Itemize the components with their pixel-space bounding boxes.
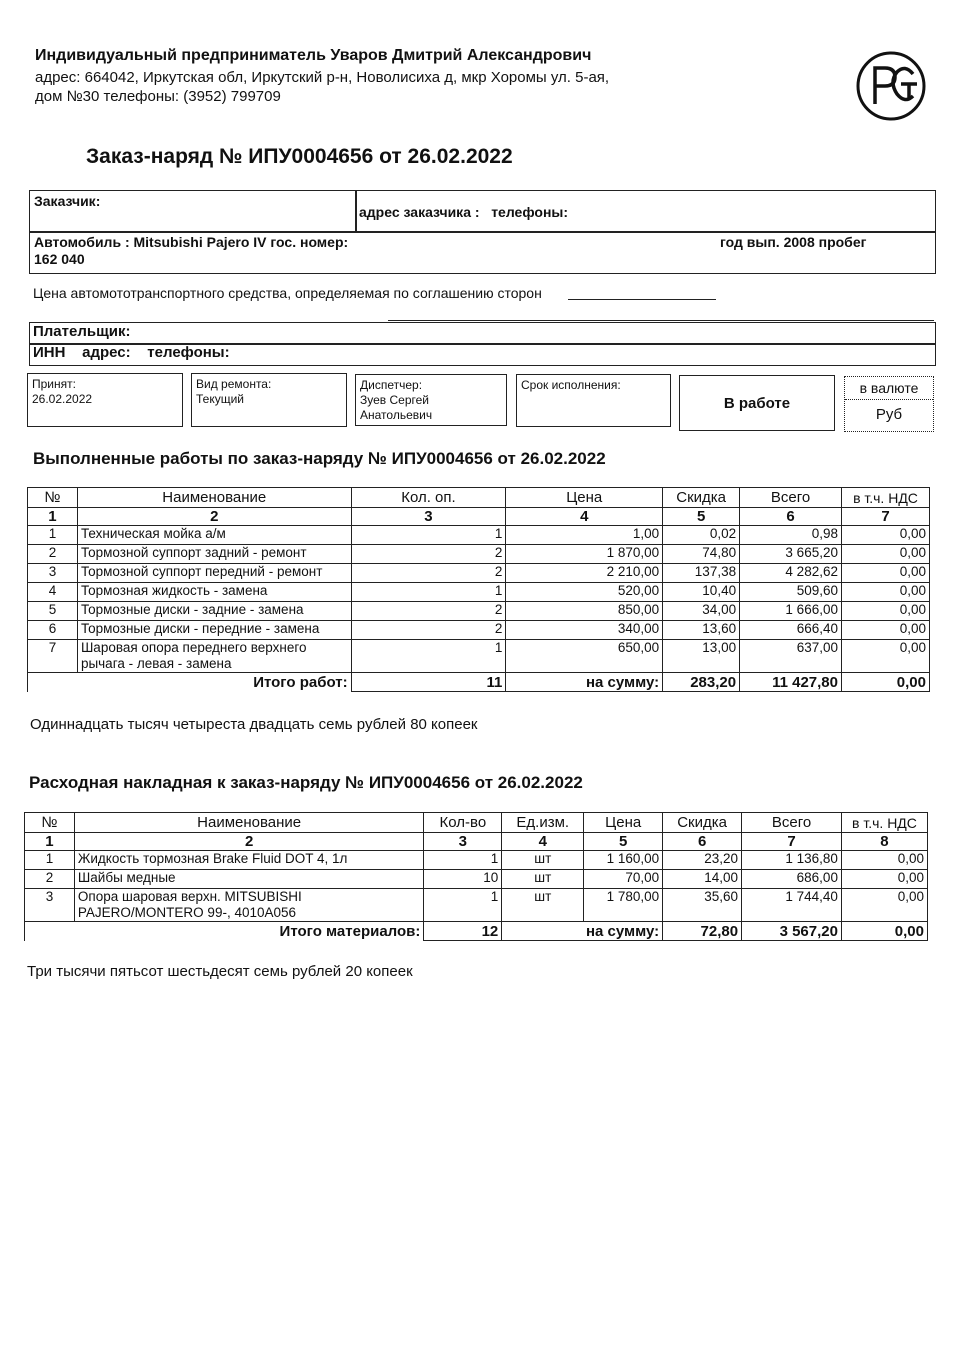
works-row-number: 5 — [28, 602, 78, 621]
works-header-row — [28, 488, 930, 508]
works-table-row — [28, 583, 930, 602]
works-row-discount: 13,60 — [663, 621, 740, 640]
works-colnum: 4 — [506, 508, 663, 526]
works-row-name-line-1: Шаровая опора переднего верхнего — [80, 640, 307, 655]
address-line-1: адрес: 664042, Иркутская обл, Иркутский р-н, Новолисиха д, мкр Хоромы ул. 5-ая, — [35, 69, 610, 86]
dispatcher-name-1: Зуев Сергей — [360, 393, 429, 407]
works-row-name — [77, 602, 351, 621]
works-row-number: 7 — [28, 640, 78, 673]
materials-total-label: Итого материалов: — [25, 922, 424, 941]
works-table-row — [28, 640, 930, 673]
payer-label: Плательщик: — [33, 323, 131, 340]
materials-row-vat: 0,00 — [841, 851, 927, 870]
car-info: Автомобиль : Mitsubishi Pajero IV гос. номер: — [34, 234, 349, 250]
works-row-name-line-1: Тормозные диски - передние - замена — [80, 621, 320, 636]
works-row-name-line-2: рычага - левая - замена — [80, 656, 232, 671]
materials-total-qty: 12 — [424, 922, 502, 941]
materials-table — [24, 812, 928, 941]
materials-colnum: 2 — [74, 833, 423, 851]
works-total-discount: 283,20 — [663, 673, 740, 692]
works-row-qty: 2 — [351, 621, 506, 640]
works-colnum: 6 — [740, 508, 842, 526]
works-total-sum: 11 427,80 — [740, 673, 842, 692]
works-row-name — [77, 564, 351, 583]
works-row-qty: 2 — [351, 602, 506, 621]
works-table-row — [28, 564, 930, 583]
currency-box — [844, 376, 934, 432]
works-row-total: 666,40 — [740, 621, 842, 640]
works-row-name-line-1: Тормозные диски - задние - замена — [80, 602, 304, 617]
works-row-discount: 137,38 — [663, 564, 740, 583]
materials-col-price: Цена — [584, 813, 663, 833]
payer-block — [29, 322, 936, 366]
customer-address-divider — [355, 191, 357, 231]
works-row-qty: 2 — [351, 545, 506, 564]
materials-title: Расходная накладная к заказ-наряду № ИПУ0004656 от 26.02.2022 — [29, 773, 583, 792]
works-row-discount: 0,02 — [663, 526, 740, 545]
works-row-price: 850,00 — [506, 602, 663, 621]
works-row-number: 3 — [28, 564, 78, 583]
materials-row-qty: 1 — [424, 851, 502, 870]
works-row-total: 4 282,62 — [740, 564, 842, 583]
currency-label: в валюте — [859, 380, 919, 396]
repair-type-box — [191, 373, 347, 427]
works-row-price: 340,00 — [506, 621, 663, 640]
materials-row-discount: 35,60 — [663, 889, 742, 922]
dispatcher-label: Диспетчер: — [360, 378, 423, 392]
car-year-mileage: год вып. 2008 пробег — [720, 234, 867, 250]
materials-row-number: 2 — [25, 870, 75, 889]
works-row-total: 509,60 — [740, 583, 842, 602]
works-table-row — [28, 526, 930, 545]
materials-row-name-line-1: Жидкость тормозная Brake Fluid DOT 4, 1л — [77, 851, 348, 866]
materials-row-discount: 14,00 — [663, 870, 742, 889]
works-col-qty: Кол. оп. — [351, 488, 506, 508]
materials-row-price: 70,00 — [584, 870, 663, 889]
materials-colnum: 4 — [502, 833, 584, 851]
car-mileage-value: 162 040 — [34, 251, 85, 267]
works-row-name-line-1: Техническая мойка а/м — [80, 526, 226, 541]
works-col-number: № — [28, 488, 78, 508]
works-row-number: 6 — [28, 621, 78, 640]
works-row-discount: 10,40 — [663, 583, 740, 602]
works-row-vat: 0,00 — [841, 583, 929, 602]
materials-total-discount: 72,80 — [663, 922, 742, 941]
materials-total-row — [25, 922, 928, 941]
works-row-number: 4 — [28, 583, 78, 602]
materials-row-price: 1 780,00 — [584, 889, 663, 922]
materials-row-total: 1 136,80 — [742, 851, 842, 870]
document-title: Заказ-наряд № ИПУ0004656 от 26.02.2022 — [86, 145, 513, 168]
works-row-vat: 0,00 — [841, 640, 929, 673]
works-colnum: 3 — [351, 508, 506, 526]
works-col-price: Цена — [506, 488, 663, 508]
materials-col-name: Наименование — [74, 813, 423, 833]
works-row-qty: 2 — [351, 564, 506, 583]
works-total-vat: 0,00 — [841, 673, 929, 692]
works-row-total: 0,98 — [740, 526, 842, 545]
materials-col-unit: Ед.изм. — [502, 813, 584, 833]
customer-row-divider — [30, 231, 935, 233]
works-row-name-line-1: Тормозной суппорт передний - ремонт — [80, 564, 323, 579]
works-row-price: 520,00 — [506, 583, 663, 602]
materials-row-unit: шт — [502, 851, 584, 870]
materials-row-price: 1 160,00 — [584, 851, 663, 870]
works-row-qty: 1 — [351, 583, 506, 602]
price-note-line — [568, 299, 716, 300]
works-row-name — [77, 545, 351, 564]
works-colnum: 1 — [28, 508, 78, 526]
materials-row-name — [74, 889, 423, 922]
works-row-vat: 0,00 — [841, 545, 929, 564]
materials-row-vat: 0,00 — [841, 870, 927, 889]
materials-row-number: 1 — [25, 851, 75, 870]
organization-name: Индивидуальный предприниматель Уваров Дмитрий Александрович — [35, 47, 592, 64]
price-note: Цена автомототранспортного средства, определяемая по соглашению сторон — [33, 285, 542, 301]
works-row-discount: 34,00 — [663, 602, 740, 621]
accepted-date: 26.02.2022 — [32, 392, 93, 406]
works-row-total: 1 666,00 — [740, 602, 842, 621]
materials-row-vat: 0,00 — [841, 889, 927, 922]
materials-colnum: 3 — [424, 833, 502, 851]
materials-colnum: 8 — [841, 833, 927, 851]
customer-address-phones: адрес заказчика : телефоны: — [359, 204, 569, 220]
works-table-row — [28, 602, 930, 621]
works-row-price: 2 210,00 — [506, 564, 663, 583]
materials-row-unit: шт — [502, 889, 584, 922]
currency-divider — [845, 399, 933, 400]
works-row-price: 1 870,00 — [506, 545, 663, 564]
works-row-discount: 13,00 — [663, 640, 740, 673]
materials-col-qty: Кол-во — [424, 813, 502, 833]
works-row-vat: 0,00 — [841, 526, 929, 545]
pct-certification-logo-icon — [855, 50, 927, 122]
materials-col-discount: Скидка — [663, 813, 742, 833]
materials-row-discount: 23,20 — [663, 851, 742, 870]
materials-colnum: 6 — [663, 833, 742, 851]
works-row-total: 3 665,20 — [740, 545, 842, 564]
materials-colnum-row — [25, 833, 928, 851]
works-row-name — [77, 526, 351, 545]
payer-inn-line: ИНН адрес: телефоны: — [33, 344, 230, 361]
accepted-box — [27, 373, 183, 427]
works-table — [27, 487, 930, 692]
materials-table-row — [25, 870, 928, 889]
customer-block — [29, 190, 936, 274]
materials-row-qty: 1 — [424, 889, 502, 922]
materials-total-sum: 3 567,20 — [742, 922, 842, 941]
works-row-discount: 74,80 — [663, 545, 740, 564]
materials-colnum: 7 — [742, 833, 842, 851]
works-title: Выполненные работы по заказ-наряду № ИПУ0004656 от 26.02.2022 — [33, 449, 606, 468]
works-total-qty: 11 — [351, 673, 506, 692]
works-table-row — [28, 621, 930, 640]
materials-colnum: 1 — [25, 833, 75, 851]
materials-colnum: 5 — [584, 833, 663, 851]
works-col-name: Наименование — [77, 488, 351, 508]
materials-table-row — [25, 851, 928, 870]
works-row-name — [77, 640, 351, 673]
works-row-name — [77, 621, 351, 640]
works-row-vat: 0,00 — [841, 564, 929, 583]
materials-header-row — [25, 813, 928, 833]
materials-col-vat: в т.ч. НДС — [841, 813, 927, 833]
works-col-vat: в т.ч. НДС — [841, 488, 929, 508]
payer-top-line — [388, 320, 934, 321]
materials-row-name-line-2: PAJERO/MONTERO 99-, 4010A056 — [77, 905, 297, 920]
works-row-vat: 0,00 — [841, 621, 929, 640]
currency-value: Руб — [875, 406, 903, 423]
works-row-name — [77, 583, 351, 602]
deadline-box — [516, 374, 671, 427]
materials-total-vat: 0,00 — [841, 922, 927, 941]
works-row-name-line-1: Тормозной суппорт задний - ремонт — [80, 545, 307, 560]
repair-type-value: Текущий — [196, 392, 244, 406]
dispatcher-box — [355, 374, 507, 426]
materials-row-name-line-1: Шайбы медные — [77, 870, 176, 885]
works-row-number: 2 — [28, 545, 78, 564]
materials-col-total: Всего — [742, 813, 842, 833]
accepted-label: Принят: — [32, 377, 76, 391]
materials-row-total: 686,00 — [742, 870, 842, 889]
works-total-row — [28, 673, 930, 692]
address-line-2: дом №30 телефоны: (3952) 799709 — [35, 88, 281, 105]
works-row-price: 1,00 — [506, 526, 663, 545]
works-colnum: 2 — [77, 508, 351, 526]
works-col-discount: Скидка — [663, 488, 740, 508]
materials-sum-label: на сумму: — [502, 922, 663, 941]
materials-row-qty: 10 — [424, 870, 502, 889]
materials-row-total: 1 744,40 — [742, 889, 842, 922]
materials-row-number: 3 — [25, 889, 75, 922]
works-sum-label: на сумму: — [506, 673, 663, 692]
works-colnum: 7 — [841, 508, 929, 526]
works-row-price: 650,00 — [506, 640, 663, 673]
materials-row-unit: шт — [502, 870, 584, 889]
status-box — [679, 375, 835, 431]
materials-row-name-line-1: Опора шаровая верхн. MITSUBISHI — [77, 889, 302, 904]
status-text: В работе — [723, 395, 791, 412]
works-row-qty: 1 — [351, 640, 506, 673]
materials-col-number: № — [25, 813, 75, 833]
works-row-number: 1 — [28, 526, 78, 545]
works-col-total: Всего — [740, 488, 842, 508]
works-row-name-line-1: Тормозная жидкость - замена — [80, 583, 268, 598]
materials-sum-in-words: Три тысячи пятьсот шестьдесят семь рублей 20 копеек — [27, 963, 413, 980]
works-sum-in-words: Одиннадцать тысяч четыреста двадцать семь рублей 80 копеек — [30, 716, 478, 733]
materials-row-name — [74, 870, 423, 889]
works-colnum: 5 — [663, 508, 740, 526]
works-colnum-row — [28, 508, 930, 526]
works-row-vat: 0,00 — [841, 602, 929, 621]
materials-table-row — [25, 889, 928, 922]
repair-type-label: Вид ремонта: — [196, 377, 272, 391]
works-row-total: 637,00 — [740, 640, 842, 673]
works-total-label: Итого работ: — [28, 673, 352, 692]
materials-row-name — [74, 851, 423, 870]
customer-label: Заказчик: — [34, 193, 101, 209]
deadline-label: Срок исполнения: — [521, 378, 621, 392]
works-table-row — [28, 545, 930, 564]
organization-address — [35, 68, 675, 106]
works-row-qty: 1 — [351, 526, 506, 545]
dispatcher-name-2: Анатольевич — [360, 408, 433, 422]
